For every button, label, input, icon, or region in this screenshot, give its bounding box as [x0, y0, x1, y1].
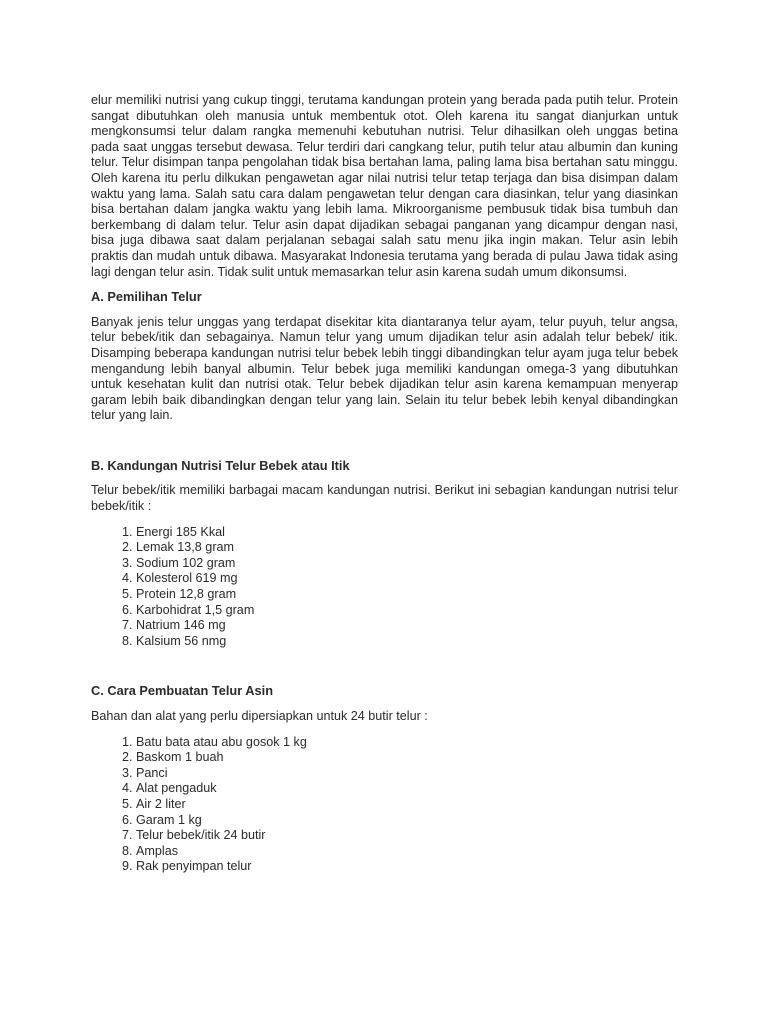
list-item: 6. Garam 1 kg — [136, 813, 678, 829]
list-item: 5. Protein 12,8 gram — [136, 587, 678, 603]
section-c-paragraph: Bahan dan alat yang perlu dipersiapkan untuk 24 butir telur : — [91, 709, 428, 723]
section-a-paragraph: Banyak jenis telur unggas yang terdapat disekitar kita diantaranya telur ayam, telur puyuh, telur angsa, telur bebek/itik dan sebagainya. Namun telur yang umum dijadikan telur asin adalah telur bebek/ itik. Disamping beberapa kandungan nutrisi telur bebek lebih tinggi dibandingkan telur ayam juga telur bebek mengandung lebih banyal albumin. Telur bebek juga memiliki kandungan omega-3 yang dibutuhkan untuk kesehatan kulit dan nutrisi otak. Telur bebek dijadikan telur asin karena kemampuan menyerap garam lebih baik dibandingkan dengan telur yang lain. Selain itu telur bebek lebih kenyal dibandingkan telur yang lain. — [91, 314, 678, 423]
section-a-heading: A. Pemilihan Telur — [91, 289, 202, 305]
list-item: 2. Baskom 1 buah — [136, 750, 678, 766]
document-content — [91, 93, 678, 875]
list-item: 8. Kalsium 56 nmg — [136, 634, 678, 650]
list-item: 4. Alat pengaduk — [136, 781, 678, 797]
section-b-heading: B. Kandungan Nutrisi Telur Bebek atau Itik — [91, 457, 350, 473]
list-item: 1. Batu bata atau abu gosok 1 kg — [136, 735, 678, 751]
list-item: 3. Panci — [136, 766, 678, 782]
list-item: 9. Rak penyimpan telur — [136, 859, 678, 875]
list-item: 2. Lemak 13,8 gram — [136, 540, 678, 556]
list-item: 8. Amplas — [136, 844, 678, 860]
list-item: 7. Natrium 146 mg — [136, 618, 678, 634]
intro-paragraph: elur memiliki nutrisi yang cukup tinggi, terutama kandungan protein yang berada pada putih telur. Protein sangat dibutuhkan oleh manusia untuk membentuk otot. Oleh karena itu sangat dianjurkan untuk mengkonsumsi telur dalam rangka memenuhi kebutuhan nutrisi. Telur dihasilkan oleh unggas betina pada saat unggas tersebut dewasa. Telur terdiri dari cangkang telur, putih telur atau albumin dan kuning telur. Telur disimpan tanpa pengolahan tidak bisa bertahan lama, paling lama bisa bertahan satu minggu. Oleh karena itu perlu dilkukan pengawetan agar nilai nutrisi telur tetap terjaga dan bisa disimpan dalam waktu yang lama. Salah satu cara dalam pengawetan telur dengan cara diasinkan, telur yang diasinkan bisa bertahan dalam jangka waktu yang lebih lama. Mikroorganisme pembusuk tidak bisa tumbuh dan berkembang di dalam telur. Telur asin dapat dijadikan sebagai panganan yang dicampur dengan nasi, bisa juga dibawa saat dalam perjalanan sebagai salah satu menu jika ingin makan. Telur asin lebih praktis dan mudah untuk dibawa. Masyarakat Indonesia terutama yang berada di pulau Jawa tidak asing lagi dengan telur asin. Tidak sulit untuk memasarkan telur asin karena sudah umum dikonsumsi. — [91, 93, 678, 279]
materials-list — [91, 735, 678, 875]
nutrition-list — [91, 525, 678, 650]
list-item: 1. Energi 185 Kkal — [136, 525, 678, 541]
list-item: 5. Air 2 liter — [136, 797, 678, 813]
list-item: 7. Telur bebek/itik 24 butir — [136, 828, 678, 844]
list-item: 3. Sodium 102 gram — [136, 556, 678, 572]
list-item: 6. Karbohidrat 1,5 gram — [136, 603, 678, 619]
list-item: 4. Kolesterol 619 mg — [136, 571, 678, 587]
section-c-heading: C. Cara Pembuatan Telur Asin — [91, 683, 274, 699]
section-b-paragraph: Telur bebek/itik memiliki barbagai macam kandungan nutrisi. Berikut ini sebagian kandungan nutrisi telur bebek/itik : — [91, 483, 678, 514]
